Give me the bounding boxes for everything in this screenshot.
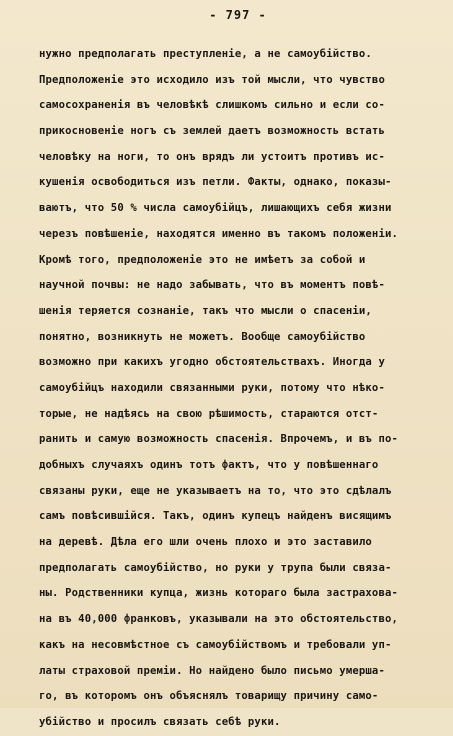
page-number: - 797 - xyxy=(209,8,267,22)
text-line: связаны руки, еще не указываетъ на то, что это сдѣлалъ xyxy=(39,484,392,497)
text-line: черезъ повѣшеніе, находятся именно въ такомъ положеніи. xyxy=(39,227,399,240)
text-line: ранить и самую возможность спасенія. Впрочемъ, и въ по- xyxy=(39,433,399,446)
text-line: самоубійцъ находили связанными руки, потому что нѣко- xyxy=(39,381,385,394)
text-line: ны. Родственники купца, жизнь котораго была застрахова- xyxy=(39,587,399,600)
text-line: Предположеніе это исходило изъ той мысли, что чувство xyxy=(39,73,385,86)
text-line: добныхъ случаяхъ одинъ тотъ фактъ, что у повѣшеннаго xyxy=(39,459,379,471)
text-line: самъ повѣсившійся. Такъ, одинъ купецъ найденъ висящимъ xyxy=(39,510,392,523)
text-line: торые, не надѣясь на свою рѣшимость, стараются отст- xyxy=(39,407,379,420)
body-text xyxy=(39,42,433,736)
text-line: нужно предполагать преступленіе, а не самоубійство. xyxy=(39,48,372,60)
text-line: самосохраненія въ человѣкѣ слишкомъ сильно и если со- xyxy=(39,99,385,112)
text-line: ваютъ, что 50 % числа самоубійцъ, лишающихъ себя жизни xyxy=(39,202,392,215)
text-line: шенія теряется сознаніе, такъ что мысли о спасеніи, xyxy=(39,304,372,317)
text-line: го, въ которомъ онъ объяснялъ товарищу причину само- xyxy=(39,690,379,703)
text-line: прикосновеніе ногъ съ землей даетъ возможность встать xyxy=(39,125,385,138)
text-line: какъ на несовмѣстное съ самоубійствомъ и требовали уп- xyxy=(39,638,392,651)
text-line: человѣку на ноги, то онъ врядъ ли устоитъ противъ ис- xyxy=(39,150,385,163)
text-line: предполагать самоубійство, но руки у трупа были связа- xyxy=(39,561,392,574)
text-line: кушенія освободиться изъ петли. Факты, однако, показы- xyxy=(39,176,392,189)
text-line: латы страховой преміи. Но найдено было письмо умерша- xyxy=(39,664,385,677)
text-line: на въ 40,000 франковъ, указывали на это обстоятельство, xyxy=(39,613,399,626)
text-line: возможно при какихъ угодно обстоятельствахъ. Иногда у xyxy=(39,356,385,369)
text-line: научной почвы: не надо забывать, что въ моментъ повѣ- xyxy=(39,279,385,292)
text-line: понятно, возникнуть не можетъ. Вообще самоубійство xyxy=(39,330,366,343)
text-line: Кромѣ того, предположеніе это не имѣетъ за собой и xyxy=(39,253,366,266)
text-line: на деревѣ. Дѣла его шли очень плохо и это заставило xyxy=(39,536,372,549)
text-line: убійство и просилъ связать себѣ руки. xyxy=(39,715,281,728)
